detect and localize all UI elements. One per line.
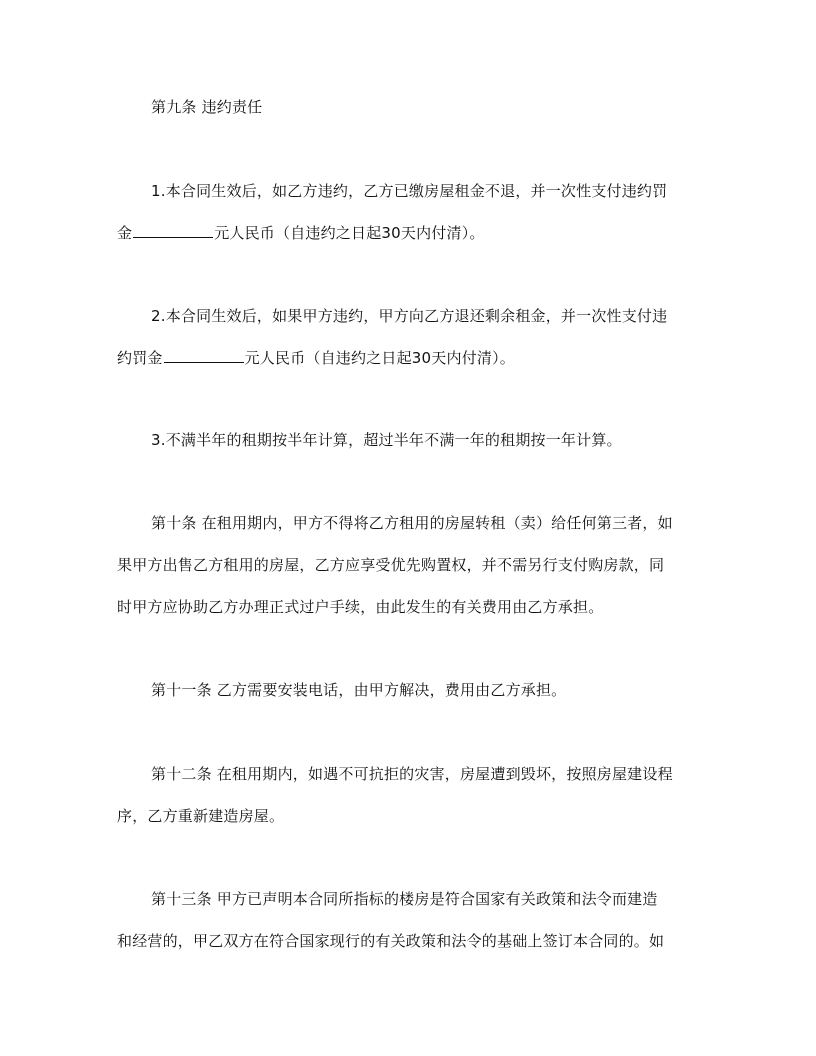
- article-12-line-1: 第十二条 在租用期内，如遇不可抗拒的灾害，房屋遭到毁坏，按照房屋建设程: [151, 765, 673, 783]
- penalty-amount-blank: [164, 347, 244, 363]
- article-9-item-2-prefix: 约罚金: [117, 349, 163, 367]
- article-9-item-1-prefix: 金: [117, 224, 133, 242]
- article-10-line-1: 第十条 在租用期内，甲方不得将乙方租用的房屋转租（卖）给任何第三者，如: [151, 514, 673, 532]
- penalty-amount-blank: [133, 222, 213, 238]
- article-9-item-2-suffix: 元人民币（自违约之日起30天内付清）。: [244, 349, 515, 367]
- article-13-line-2: 和经营的，甲乙双方在符合国家现行的有关政策和法令的基础上签订本合同的。如: [117, 932, 665, 950]
- article-12-line-2: 序，乙方重新建造房屋。: [117, 807, 285, 825]
- article-9-item-1-suffix: 元人民币（自违约之日起30天内付清）。: [214, 224, 485, 242]
- article-9-item-1-line-2: [117, 222, 485, 243]
- article-10-line-2: 果甲方出售乙方租用的房屋，乙方应享受优先购置权，并不需另行支付购房款，同: [117, 556, 665, 574]
- article-9-item-2-line-2: [117, 347, 515, 368]
- article-11: 第十一条 乙方需要安装电话，由甲方解决，费用由乙方承担。: [151, 681, 567, 699]
- article-9-heading: 第九条 违约责任: [151, 98, 263, 116]
- article-9-item-1-line-1: 1.本合同生效后，如乙方违约，乙方已缴房屋租金不退，并一次性支付违约罚: [151, 182, 668, 200]
- article-9-item-2-line-1: 2.本合同生效后，如果甲方违约，甲方向乙方退还剩余租金，并一次性支付违: [151, 307, 668, 325]
- article-9-item-3: 3.不满半年的租期按半年计算，超过半年不满一年的租期按一年计算。: [151, 431, 622, 449]
- article-10-line-3: 时甲方应协助乙方办理正式过户手续，由此发生的有关费用由乙方承担。: [117, 598, 604, 616]
- article-13-line-1: 第十三条 甲方已声明本合同所指标的楼房是符合国家有关政策和法令而建造: [151, 890, 658, 908]
